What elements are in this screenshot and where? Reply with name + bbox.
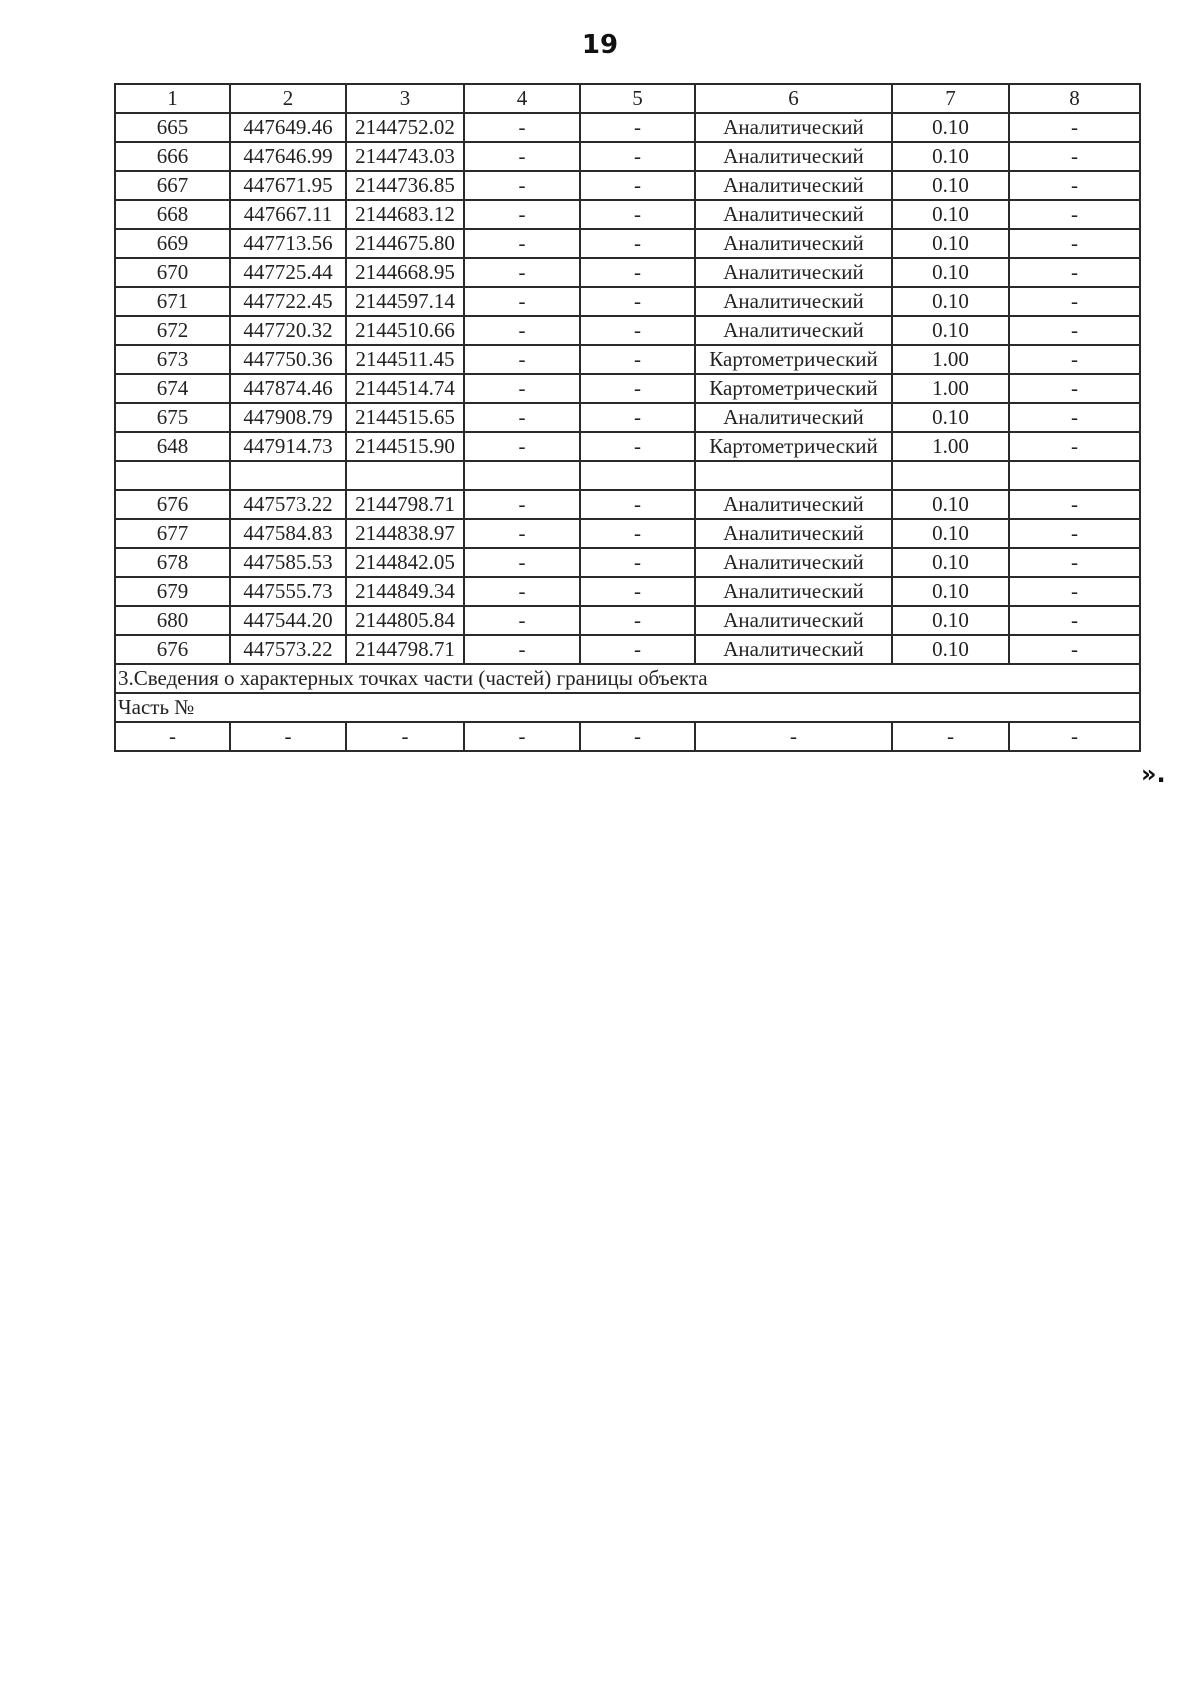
table-cell: 0.10 [892, 287, 1009, 316]
table-cell: - [580, 316, 695, 345]
table-cell: 447908.79 [230, 403, 346, 432]
table-cell: 0.10 [892, 606, 1009, 635]
table-cell: 447573.22 [230, 635, 346, 664]
table-cell: 677 [115, 519, 230, 548]
table-cell: 6 [695, 84, 892, 113]
table-cell: Картометрический [695, 345, 892, 374]
table-cell: - [1009, 519, 1140, 548]
table-cell: 1.00 [892, 374, 1009, 403]
table-cell: - [464, 345, 580, 374]
table-cell: 4 [464, 84, 580, 113]
table-cell: 3 [346, 84, 464, 113]
table-row [115, 345, 1140, 374]
table-cell: Аналитический [695, 403, 892, 432]
table-cell: Аналитический [695, 171, 892, 200]
table-cell [892, 461, 1009, 490]
table-cell: 447722.45 [230, 287, 346, 316]
table-row [115, 403, 1140, 432]
table-cell [346, 461, 464, 490]
table-cell: - [580, 200, 695, 229]
table-cell: - [580, 722, 695, 751]
table-cell: 447725.44 [230, 258, 346, 287]
table-cell: 2144752.02 [346, 113, 464, 142]
table-cell: Аналитический [695, 577, 892, 606]
table-cell [230, 461, 346, 490]
table-cell: 447874.46 [230, 374, 346, 403]
closing-quote-mark: ». [1141, 760, 1166, 788]
table-cell: Аналитический [695, 142, 892, 171]
table-cell: - [464, 577, 580, 606]
table-cell: 1.00 [892, 345, 1009, 374]
table-cell: - [464, 316, 580, 345]
table-cell [695, 461, 892, 490]
table-cell: Картометрический [695, 432, 892, 461]
table-row [115, 374, 1140, 403]
table-cell: 447573.22 [230, 490, 346, 519]
table-cell: 2144805.84 [346, 606, 464, 635]
table-cell: Аналитический [695, 635, 892, 664]
table-cell [464, 461, 580, 490]
table-cell: - [464, 374, 580, 403]
table-cell: - [580, 577, 695, 606]
table-cell: - [464, 200, 580, 229]
table-cell: Аналитический [695, 229, 892, 258]
table-cell [1009, 461, 1140, 490]
table-cell: 672 [115, 316, 230, 345]
table-cell: 2144736.85 [346, 171, 464, 200]
section-title-row-text: 3.Сведения о характерных точках части (частей) границы объекта [115, 664, 1140, 693]
table-cell: 2144511.45 [346, 345, 464, 374]
table-cell: - [580, 635, 695, 664]
table-cell: Аналитический [695, 113, 892, 142]
table-cell: 2144798.71 [346, 635, 464, 664]
table-cell: - [1009, 200, 1140, 229]
table-cell: Аналитический [695, 287, 892, 316]
table-cell: 680 [115, 606, 230, 635]
table-cell: 447750.36 [230, 345, 346, 374]
table-cell: - [464, 287, 580, 316]
table-cell: 447671.95 [230, 171, 346, 200]
table-cell: - [464, 142, 580, 171]
table-cell: 648 [115, 432, 230, 461]
table-row [115, 229, 1140, 258]
table-cell: - [464, 722, 580, 751]
table-cell: 2 [230, 84, 346, 113]
table-cell [580, 461, 695, 490]
table-cell: 673 [115, 345, 230, 374]
table-cell: - [1009, 548, 1140, 577]
table-cell: - [464, 171, 580, 200]
table-cell: - [464, 113, 580, 142]
table-cell: 674 [115, 374, 230, 403]
table-cell: 447584.83 [230, 519, 346, 548]
table-cell: - [695, 722, 892, 751]
table-cell: 447544.20 [230, 606, 346, 635]
table-cell: - [1009, 577, 1140, 606]
table-row [115, 490, 1140, 519]
table-row [115, 606, 1140, 635]
table-cell: 671 [115, 287, 230, 316]
table-cell: 2144849.34 [346, 577, 464, 606]
table-cell: 2144683.12 [346, 200, 464, 229]
table-cell [115, 461, 230, 490]
table-row [115, 258, 1140, 287]
table-cell: - [464, 229, 580, 258]
table-cell: 1 [115, 84, 230, 113]
table-cell: 8 [1009, 84, 1140, 113]
table-row [115, 635, 1140, 664]
table-cell: 447649.46 [230, 113, 346, 142]
table-row [115, 519, 1140, 548]
table-cell: 0.10 [892, 403, 1009, 432]
table-cell: - [580, 345, 695, 374]
table-cell: - [1009, 142, 1140, 171]
table-row [115, 171, 1140, 200]
table-cell: - [1009, 432, 1140, 461]
table-row [115, 200, 1140, 229]
table-cell: - [1009, 374, 1140, 403]
table-cell: Аналитический [695, 490, 892, 519]
table-cell: 667 [115, 171, 230, 200]
table-cell: 5 [580, 84, 695, 113]
table-cell: 0.10 [892, 171, 1009, 200]
table-cell: - [1009, 229, 1140, 258]
table-cell: 447914.73 [230, 432, 346, 461]
table-cell: 2144798.71 [346, 490, 464, 519]
table-cell: - [580, 258, 695, 287]
table-cell: Аналитический [695, 606, 892, 635]
table-cell: 0.10 [892, 142, 1009, 171]
table-cell: 668 [115, 200, 230, 229]
table-cell: - [115, 722, 230, 751]
table-cell: 0.10 [892, 635, 1009, 664]
table-cell: - [464, 635, 580, 664]
table-row [115, 142, 1140, 171]
table-cell: 669 [115, 229, 230, 258]
table-cell: 0.10 [892, 519, 1009, 548]
table-cell: 676 [115, 635, 230, 664]
table-body [115, 84, 1140, 751]
table-row [115, 432, 1140, 461]
table-cell: 2144675.80 [346, 229, 464, 258]
table-cell: 2144597.14 [346, 287, 464, 316]
part-label-row [115, 693, 1140, 722]
table-cell: - [580, 519, 695, 548]
table-cell: - [464, 548, 580, 577]
table-dash-row [115, 722, 1140, 751]
table-cell: 1.00 [892, 432, 1009, 461]
table-cell: 676 [115, 490, 230, 519]
table-cell: 2144743.03 [346, 142, 464, 171]
table-cell: - [1009, 722, 1140, 751]
page-number: 19 [581, 30, 619, 60]
table-cell: 0.10 [892, 316, 1009, 345]
table-cell: 2144515.90 [346, 432, 464, 461]
table-cell: - [580, 432, 695, 461]
table-cell: 447667.11 [230, 200, 346, 229]
table-cell: - [580, 606, 695, 635]
table-cell: 665 [115, 113, 230, 142]
table-cell: - [1009, 490, 1140, 519]
table-cell: - [1009, 635, 1140, 664]
table-cell: - [580, 113, 695, 142]
table-cell: 0.10 [892, 490, 1009, 519]
table-cell: 0.10 [892, 229, 1009, 258]
table-cell: - [1009, 287, 1140, 316]
table-row [115, 113, 1140, 142]
table-row [115, 316, 1140, 345]
table-cell: - [1009, 316, 1140, 345]
part-label-row-text: Часть № [115, 693, 1140, 722]
table-cell: - [1009, 258, 1140, 287]
table-row [115, 287, 1140, 316]
table-cell: 447646.99 [230, 142, 346, 171]
table-cell: 670 [115, 258, 230, 287]
table-cell: 679 [115, 577, 230, 606]
table-cell: - [580, 490, 695, 519]
table-cell: - [230, 722, 346, 751]
table-cell: 2144668.95 [346, 258, 464, 287]
table-cell: 0.10 [892, 577, 1009, 606]
table-cell: - [580, 287, 695, 316]
table-cell: - [580, 142, 695, 171]
table-cell: - [580, 229, 695, 258]
table-cell: - [464, 490, 580, 519]
table-cell: - [1009, 171, 1140, 200]
table-cell: 2144514.74 [346, 374, 464, 403]
table-cell: 0.10 [892, 200, 1009, 229]
table-cell: - [580, 403, 695, 432]
table-cell: 447713.56 [230, 229, 346, 258]
table-cell: 0.10 [892, 113, 1009, 142]
table-cell: - [1009, 113, 1140, 142]
table-cell: Аналитический [695, 519, 892, 548]
table-cell: - [1009, 606, 1140, 635]
table-cell: 675 [115, 403, 230, 432]
table-cell: 2144515.65 [346, 403, 464, 432]
table-cell: 2144510.66 [346, 316, 464, 345]
table-cell: Аналитический [695, 258, 892, 287]
table-cell: - [580, 374, 695, 403]
table-cell: 666 [115, 142, 230, 171]
table-cell: - [580, 548, 695, 577]
table-blank-row [115, 461, 1140, 490]
table-cell: - [580, 171, 695, 200]
table-row [115, 577, 1140, 606]
table-cell: 7 [892, 84, 1009, 113]
table-cell: 447585.53 [230, 548, 346, 577]
table-header-row [115, 84, 1140, 113]
coordinates-table [114, 83, 1141, 752]
table-cell: Аналитический [695, 548, 892, 577]
table-cell: - [464, 606, 580, 635]
table-cell: - [1009, 403, 1140, 432]
table-cell: 2144842.05 [346, 548, 464, 577]
table-cell: 678 [115, 548, 230, 577]
table-cell: - [346, 722, 464, 751]
table-cell: Аналитический [695, 316, 892, 345]
table-cell: - [464, 403, 580, 432]
table-row [115, 548, 1140, 577]
table-cell: Аналитический [695, 200, 892, 229]
section-title-row [115, 664, 1140, 693]
table-cell: 2144838.97 [346, 519, 464, 548]
table-cell: - [892, 722, 1009, 751]
table-cell: - [1009, 345, 1140, 374]
table-cell: 0.10 [892, 548, 1009, 577]
table-cell: 447555.73 [230, 577, 346, 606]
table-cell: Картометрический [695, 374, 892, 403]
table-cell: 0.10 [892, 258, 1009, 287]
table-cell: 447720.32 [230, 316, 346, 345]
table-cell: - [464, 432, 580, 461]
table-cell: - [464, 258, 580, 287]
table-cell: - [464, 519, 580, 548]
